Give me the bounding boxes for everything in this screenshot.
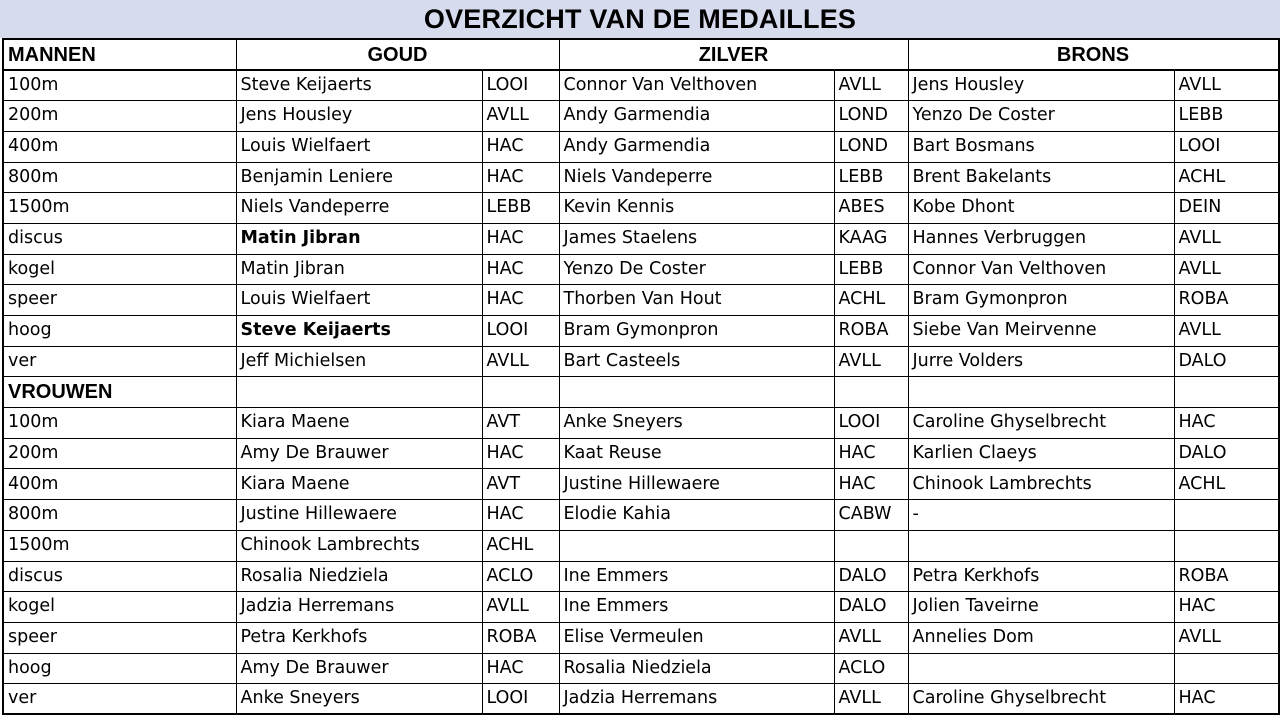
bronze-club-cell: AVLL: [1174, 70, 1279, 101]
gold-athlete-cell: Kiara Maene: [236, 469, 482, 500]
event-cell: 200m: [3, 438, 236, 469]
silver-athlete-cell: Connor Van Velthoven: [559, 70, 834, 101]
header-mannen: MANNEN: [3, 39, 236, 70]
bronze-athlete-cell: Brent Bakelants: [908, 162, 1174, 193]
gold-athlete-cell: Jens Housley: [236, 101, 482, 132]
bronze-club-cell: LEBB: [1174, 101, 1279, 132]
event-cell: kogel: [3, 592, 236, 623]
gold-club-cell: HAC: [482, 223, 559, 254]
bronze-club-cell: AVLL: [1174, 254, 1279, 285]
table-row: [3, 70, 1279, 101]
table-row: [3, 469, 1279, 500]
bronze-athlete-cell: Yenzo De Coster: [908, 101, 1174, 132]
empty-cell: [834, 377, 908, 408]
gold-club-cell: HAC: [482, 162, 559, 193]
bronze-athlete-cell: Jolien Taveirne: [908, 592, 1174, 623]
gold-club-cell: HAC: [482, 438, 559, 469]
header-row: [3, 39, 1279, 70]
gold-athlete-cell: Louis Wielfaert: [236, 131, 482, 162]
silver-club-cell: LOND: [834, 131, 908, 162]
header-brons: BRONS: [908, 39, 1279, 70]
event-cell: 400m: [3, 469, 236, 500]
silver-club-cell: DALO: [834, 592, 908, 623]
gold-club-cell: HAC: [482, 500, 559, 531]
gold-athlete-cell: Amy De Brauwer: [236, 438, 482, 469]
section-label-vrouwen: VROUWEN: [3, 377, 236, 408]
event-cell: ver: [3, 346, 236, 377]
gold-club-cell: AVLL: [482, 346, 559, 377]
silver-club-cell: ACLO: [834, 653, 908, 684]
gold-club-cell: AVT: [482, 408, 559, 439]
gold-athlete-cell: Steve Keijaerts: [236, 70, 482, 101]
silver-club-cell: [834, 530, 908, 561]
table-row: [3, 530, 1279, 561]
header-zilver: ZILVER: [559, 39, 908, 70]
gold-club-cell: ACHL: [482, 530, 559, 561]
bronze-club-cell: [1174, 653, 1279, 684]
bronze-athlete-cell: Caroline Ghyselbrecht: [908, 408, 1174, 439]
bronze-club-cell: HAC: [1174, 684, 1279, 715]
silver-athlete-cell: Rosalia Niedziela: [559, 653, 834, 684]
bronze-athlete-cell: Caroline Ghyselbrecht: [908, 684, 1174, 715]
event-cell: 1500m: [3, 193, 236, 224]
bronze-club-cell: ACHL: [1174, 469, 1279, 500]
silver-club-cell: LEBB: [834, 162, 908, 193]
silver-club-cell: KAAG: [834, 223, 908, 254]
bronze-athlete-cell: Hannes Verbruggen: [908, 223, 1174, 254]
table-row: [3, 622, 1279, 653]
table-row: [3, 561, 1279, 592]
gold-athlete-cell: Benjamin Leniere: [236, 162, 482, 193]
gold-athlete-cell: Rosalia Niedziela: [236, 561, 482, 592]
event-cell: 800m: [3, 500, 236, 531]
silver-athlete-cell: Jadzia Herremans: [559, 684, 834, 715]
silver-athlete-cell: Andy Garmendia: [559, 101, 834, 132]
gold-club-cell: AVLL: [482, 101, 559, 132]
gold-athlete-cell: Jeff Michielsen: [236, 346, 482, 377]
silver-club-cell: ROBA: [834, 316, 908, 347]
gold-athlete-cell: Amy De Brauwer: [236, 653, 482, 684]
table-row: [3, 500, 1279, 531]
table-row: [3, 592, 1279, 623]
event-cell: 1500m: [3, 530, 236, 561]
silver-athlete-cell: Yenzo De Coster: [559, 254, 834, 285]
bronze-athlete-cell: Siebe Van Meirvenne: [908, 316, 1174, 347]
table-row: [3, 162, 1279, 193]
gold-athlete-cell: Kiara Maene: [236, 408, 482, 439]
bronze-athlete-cell: Jurre Volders: [908, 346, 1174, 377]
gold-club-cell: LOOI: [482, 70, 559, 101]
silver-club-cell: AVLL: [834, 70, 908, 101]
event-cell: ver: [3, 684, 236, 715]
bronze-club-cell: [1174, 530, 1279, 561]
bronze-athlete-cell: Bram Gymonpron: [908, 285, 1174, 316]
gold-club-cell: HAC: [482, 285, 559, 316]
event-cell: 400m: [3, 131, 236, 162]
event-cell: 200m: [3, 101, 236, 132]
bronze-athlete-cell: Annelies Dom: [908, 622, 1174, 653]
silver-athlete-cell: Ine Emmers: [559, 592, 834, 623]
bronze-club-cell: DEIN: [1174, 193, 1279, 224]
event-cell: hoog: [3, 316, 236, 347]
silver-athlete-cell: Andy Garmendia: [559, 131, 834, 162]
empty-cell: [908, 377, 1174, 408]
gold-athlete-cell: Justine Hillewaere: [236, 500, 482, 531]
bronze-athlete-cell: Kobe Dhont: [908, 193, 1174, 224]
event-cell: kogel: [3, 254, 236, 285]
bronze-club-cell: AVLL: [1174, 316, 1279, 347]
silver-athlete-cell: Bram Gymonpron: [559, 316, 834, 347]
empty-cell: [482, 377, 559, 408]
bronze-athlete-cell: [908, 653, 1174, 684]
silver-athlete-cell: Justine Hillewaere: [559, 469, 834, 500]
silver-athlete-cell: [559, 530, 834, 561]
silver-club-cell: ACHL: [834, 285, 908, 316]
bronze-athlete-cell: -: [908, 500, 1174, 531]
gold-club-cell: LOOI: [482, 316, 559, 347]
event-cell: 100m: [3, 70, 236, 101]
silver-club-cell: LOOI: [834, 408, 908, 439]
bronze-club-cell: ACHL: [1174, 162, 1279, 193]
gold-athlete-cell: Niels Vandeperre: [236, 193, 482, 224]
bronze-athlete-cell: Chinook Lambrechts: [908, 469, 1174, 500]
bronze-club-cell: DALO: [1174, 346, 1279, 377]
silver-athlete-cell: James Staelens: [559, 223, 834, 254]
bronze-athlete-cell: [908, 530, 1174, 561]
bronze-athlete-cell: Bart Bosmans: [908, 131, 1174, 162]
gold-athlete-cell: Steve Keijaerts: [236, 316, 482, 347]
gold-athlete-cell: Louis Wielfaert: [236, 285, 482, 316]
silver-athlete-cell: Elise Vermeulen: [559, 622, 834, 653]
medals-table-body: [3, 39, 1279, 714]
gold-athlete-cell: Chinook Lambrechts: [236, 530, 482, 561]
table-row: [3, 438, 1279, 469]
empty-cell: [1174, 377, 1279, 408]
section-row-vrouwen: [3, 377, 1279, 408]
gold-athlete-cell: Matin Jibran: [236, 223, 482, 254]
empty-cell: [236, 377, 482, 408]
gold-club-cell: ACLO: [482, 561, 559, 592]
event-cell: speer: [3, 622, 236, 653]
silver-athlete-cell: Kevin Kennis: [559, 193, 834, 224]
event-cell: 800m: [3, 162, 236, 193]
table-row: [3, 131, 1279, 162]
silver-club-cell: AVLL: [834, 684, 908, 715]
silver-club-cell: AVLL: [834, 346, 908, 377]
table-row: [3, 346, 1279, 377]
bronze-club-cell: ROBA: [1174, 285, 1279, 316]
table-row: [3, 653, 1279, 684]
header-goud: GOUD: [236, 39, 559, 70]
bronze-club-cell: HAC: [1174, 408, 1279, 439]
event-cell: 100m: [3, 408, 236, 439]
gold-athlete-cell: Matin Jibran: [236, 254, 482, 285]
table-row: [3, 285, 1279, 316]
event-cell: discus: [3, 561, 236, 592]
table-row: [3, 684, 1279, 715]
bronze-athlete-cell: Karlien Claeys: [908, 438, 1174, 469]
table-row: [3, 254, 1279, 285]
medals-table: [2, 38, 1280, 715]
table-row: [3, 101, 1279, 132]
gold-athlete-cell: Jadzia Herremans: [236, 592, 482, 623]
table-row: [3, 316, 1279, 347]
bronze-club-cell: DALO: [1174, 438, 1279, 469]
silver-athlete-cell: Niels Vandeperre: [559, 162, 834, 193]
silver-athlete-cell: Anke Sneyers: [559, 408, 834, 439]
silver-club-cell: DALO: [834, 561, 908, 592]
gold-athlete-cell: Petra Kerkhofs: [236, 622, 482, 653]
bronze-athlete-cell: Jens Housley: [908, 70, 1174, 101]
table-row: [3, 223, 1279, 254]
bronze-club-cell: LOOI: [1174, 131, 1279, 162]
bronze-club-cell: ROBA: [1174, 561, 1279, 592]
bronze-club-cell: AVLL: [1174, 223, 1279, 254]
silver-athlete-cell: Thorben Van Hout: [559, 285, 834, 316]
gold-club-cell: LEBB: [482, 193, 559, 224]
empty-cell: [559, 377, 834, 408]
gold-club-cell: ROBA: [482, 622, 559, 653]
bronze-club-cell: [1174, 500, 1279, 531]
page-title: OVERZICHT VAN DE MEDAILLES: [0, 0, 1280, 38]
bronze-athlete-cell: Connor Van Velthoven: [908, 254, 1174, 285]
gold-club-cell: AVT: [482, 469, 559, 500]
bronze-athlete-cell: Petra Kerkhofs: [908, 561, 1174, 592]
table-row: [3, 193, 1279, 224]
silver-club-cell: LEBB: [834, 254, 908, 285]
silver-athlete-cell: Ine Emmers: [559, 561, 834, 592]
gold-club-cell: AVLL: [482, 592, 559, 623]
bronze-club-cell: HAC: [1174, 592, 1279, 623]
silver-club-cell: HAC: [834, 438, 908, 469]
gold-athlete-cell: Anke Sneyers: [236, 684, 482, 715]
silver-athlete-cell: Elodie Kahia: [559, 500, 834, 531]
silver-club-cell: HAC: [834, 469, 908, 500]
event-cell: hoog: [3, 653, 236, 684]
gold-club-cell: HAC: [482, 131, 559, 162]
silver-athlete-cell: Kaat Reuse: [559, 438, 834, 469]
gold-club-cell: LOOI: [482, 684, 559, 715]
gold-club-cell: HAC: [482, 254, 559, 285]
event-cell: discus: [3, 223, 236, 254]
silver-club-cell: LOND: [834, 101, 908, 132]
silver-athlete-cell: Bart Casteels: [559, 346, 834, 377]
gold-club-cell: HAC: [482, 653, 559, 684]
silver-club-cell: CABW: [834, 500, 908, 531]
bronze-club-cell: AVLL: [1174, 622, 1279, 653]
silver-club-cell: AVLL: [834, 622, 908, 653]
silver-club-cell: ABES: [834, 193, 908, 224]
table-row: [3, 408, 1279, 439]
event-cell: speer: [3, 285, 236, 316]
